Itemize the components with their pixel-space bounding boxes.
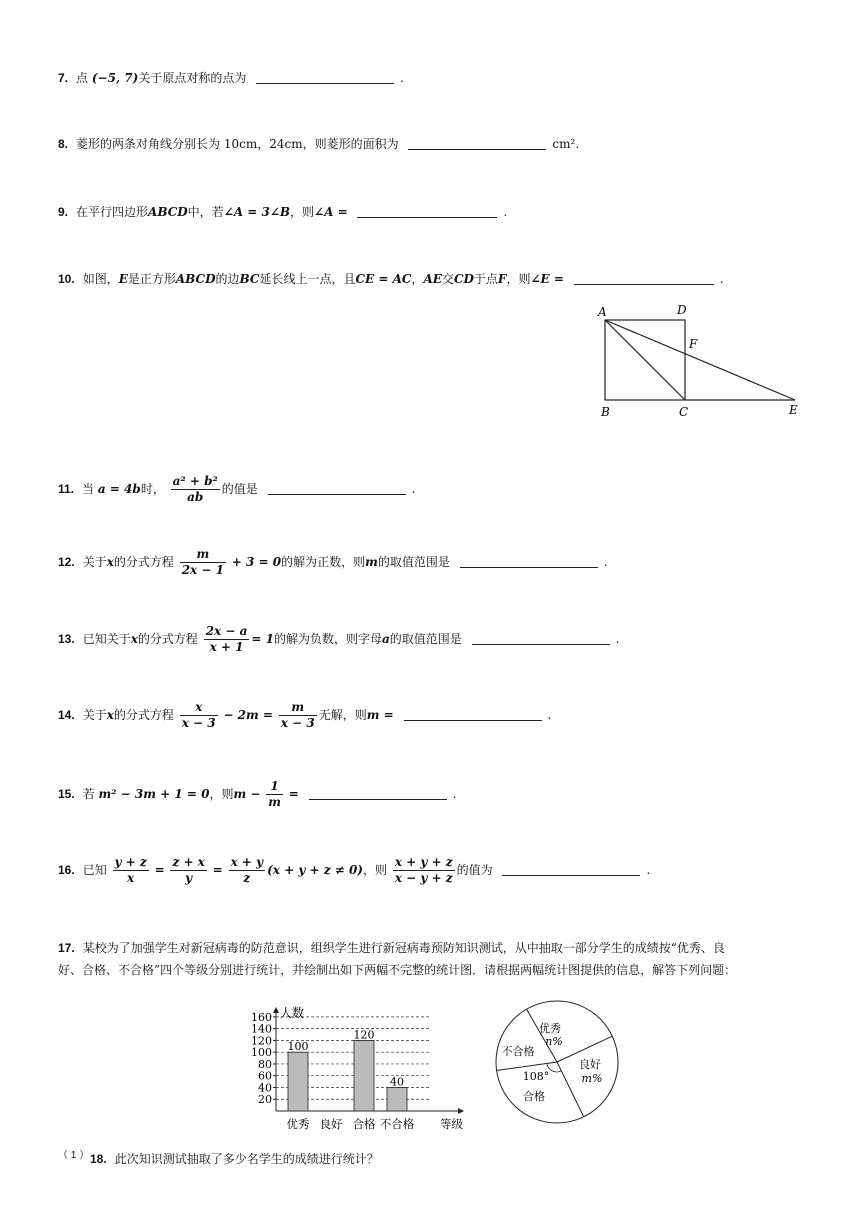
- question-number: 7.: [58, 71, 69, 85]
- numerator: m: [279, 700, 317, 716]
- math-expression: m: [365, 555, 378, 569]
- question-text: 交: [441, 272, 454, 286]
- fraction: [204, 624, 250, 655]
- math-expression: AE: [423, 272, 442, 286]
- y-tick-label: 100: [251, 1046, 272, 1060]
- math-expression: ∠A =: [314, 205, 348, 219]
- math-expression: x: [130, 632, 138, 646]
- math-expression: (−5, 7): [91, 71, 139, 85]
- question-text: 菱形的两条对角线分别长为 10cm，24cm，则菱形的面积为: [76, 137, 399, 151]
- pie-chart: [488, 1000, 628, 1125]
- question-18: [90, 1151, 379, 1167]
- math-expression: a: [382, 632, 390, 646]
- question-number: 8.: [58, 137, 69, 151]
- numerator: 1: [266, 779, 283, 795]
- question-text: 关于: [82, 555, 107, 569]
- x-tick-label: 良好: [319, 1117, 343, 1131]
- question-text: ，则: [363, 863, 388, 877]
- question-text: 某校为了加强学生对新冠病毒的防范意识，组织学生进行新冠病毒预防知识测试，从中抽取一部分学生的成绩按“优秀、良: [82, 941, 725, 955]
- denominator: y: [185, 871, 193, 885]
- bar: [288, 1052, 308, 1111]
- question-text: 已知: [82, 863, 107, 877]
- math-expression: F: [497, 272, 507, 286]
- answer-blank[interactable]: [408, 137, 546, 150]
- math-expression: =: [288, 787, 299, 801]
- math-expression: x: [106, 555, 114, 569]
- question-number: 10.: [58, 272, 75, 286]
- answer-blank[interactable]: [404, 708, 542, 721]
- pie-slice-label: 合格: [523, 1090, 545, 1103]
- math-expression: E: [118, 272, 128, 286]
- fraction: [170, 855, 206, 886]
- pie-slice-label: 良好: [579, 1058, 601, 1071]
- math-expression: m² − 3m + 1 = 0: [98, 787, 210, 801]
- x-axis-label: 等级: [440, 1117, 463, 1131]
- period: .: [452, 787, 457, 801]
- math-expression: m =: [366, 708, 394, 722]
- fraction: [180, 547, 226, 578]
- question-number: 15.: [58, 787, 75, 801]
- bar: [387, 1087, 407, 1111]
- line-ae: [605, 320, 795, 400]
- numerator: m: [180, 547, 226, 563]
- math-expression: ABCD: [148, 205, 188, 219]
- denominator: x − 3: [181, 716, 216, 730]
- question-10: [58, 271, 724, 287]
- question-7: [58, 70, 404, 86]
- question-11: [58, 474, 415, 505]
- math-expression: = 1: [251, 632, 274, 646]
- math-expression: − 2m =: [223, 708, 273, 722]
- answer-blank[interactable]: [357, 205, 497, 218]
- question-14: [58, 700, 551, 731]
- question-17-line1: [58, 937, 818, 959]
- question-17-line2: 好、合格、不合格”四个等级分别进行统计，并绘制出如下两幅不完整的统计图．请根据两幅统计图提供的信息，解答下列问题：: [58, 963, 737, 977]
- numerator: a² + b²: [172, 474, 218, 488]
- question-number: 13.: [58, 632, 75, 646]
- y-axis-label: 人数: [280, 1006, 305, 1020]
- question-number: 11.: [58, 482, 75, 496]
- x-tick-label: 优秀: [286, 1117, 310, 1131]
- bar-chart: [240, 1005, 475, 1137]
- question-number: 17.: [58, 941, 75, 955]
- square-figure: [590, 300, 810, 425]
- math-expression: BC: [239, 272, 260, 286]
- numerator: x: [180, 700, 218, 716]
- question-text: 若: [82, 787, 95, 801]
- pie-slice-label: 优秀: [539, 1022, 561, 1035]
- answer-blank[interactable]: [256, 71, 394, 84]
- denominator: 2x − 1: [181, 563, 224, 577]
- pie-slice-value: n%: [545, 1035, 563, 1048]
- label-f: F: [689, 337, 698, 351]
- label-a: A: [598, 305, 607, 319]
- question-text: 当: [82, 482, 95, 496]
- period: .: [603, 555, 608, 569]
- answer-blank[interactable]: [574, 272, 714, 285]
- data-label: 100: [287, 1040, 309, 1054]
- question-text: ，则: [209, 787, 234, 801]
- data-label: 120: [353, 1028, 375, 1042]
- sub-question-label: （ 1 ）: [58, 1150, 90, 1161]
- denominator: m: [268, 795, 281, 809]
- answer-blank[interactable]: [472, 632, 610, 645]
- fraction: [279, 700, 317, 731]
- question-text: 的取值范围是: [377, 555, 450, 569]
- question-15: [58, 779, 457, 810]
- question-text: 点: [76, 71, 89, 85]
- fraction: [229, 855, 266, 886]
- fraction: [180, 700, 218, 731]
- question-number: 14.: [58, 708, 75, 722]
- question-text: 是正方形: [127, 272, 176, 286]
- answer-blank[interactable]: [460, 555, 598, 568]
- pie-slice-label: 不合格: [501, 1045, 535, 1058]
- numerator: 2x − a: [205, 624, 248, 638]
- question-text: 无解，则: [318, 708, 367, 722]
- question-text: ，: [411, 272, 424, 286]
- bar: [354, 1040, 374, 1111]
- data-label: 40: [390, 1075, 404, 1089]
- question-9: [58, 204, 507, 220]
- question-text: 此次知识测试抽取了多少名学生的成绩进行统计？: [114, 1152, 379, 1166]
- pie-slice-value: m%: [581, 1072, 603, 1085]
- answer-blank[interactable]: [268, 482, 406, 495]
- question-number: 9.: [58, 205, 69, 219]
- x-tick-label: 不合格: [379, 1117, 415, 1131]
- question-text: 于点: [473, 272, 498, 286]
- label-c: C: [679, 405, 689, 419]
- period: .: [646, 863, 651, 877]
- question-13: [58, 624, 619, 655]
- question-text: 的取值范围是: [389, 632, 462, 646]
- question-text: 如图，: [82, 272, 119, 286]
- x-axis-arrow: [458, 1108, 464, 1114]
- equals-sign: =: [154, 863, 165, 877]
- math-expression: m −: [233, 787, 261, 801]
- question-text: 的分式方程: [113, 708, 174, 722]
- y-tick-label: 140: [251, 1022, 272, 1036]
- denominator: x − y + z: [394, 871, 453, 885]
- math-expression: a = 4b: [97, 482, 141, 496]
- question-12: [58, 547, 608, 578]
- period: .: [547, 708, 552, 722]
- question-text: 的分式方程: [137, 632, 198, 646]
- denominator: x − 3: [280, 716, 315, 730]
- denominator: x + 1: [209, 640, 244, 654]
- question-text: 时，: [140, 482, 165, 496]
- numerator: x + y + z: [394, 855, 453, 869]
- math-expression: ∠A = 3∠B: [223, 205, 291, 219]
- numerator: x + y: [230, 855, 264, 869]
- math-expression: ∠E =: [530, 272, 564, 286]
- math-expression: (x + y + z ≠ 0): [267, 863, 363, 877]
- denominator: x: [127, 871, 135, 885]
- equals-sign: =: [212, 863, 223, 877]
- answer-blank[interactable]: [309, 787, 447, 800]
- question-text: 关于原点对称的点为: [138, 71, 247, 85]
- diagonal-ac: [605, 320, 685, 400]
- fraction: [113, 855, 149, 886]
- question-text: 的值是: [221, 482, 258, 496]
- math-expression: CE = AC: [355, 272, 412, 286]
- question-16: [58, 855, 650, 886]
- period: .: [400, 71, 404, 85]
- question-number: 18.: [90, 1152, 107, 1166]
- fraction: [171, 474, 220, 505]
- numerator: z + x: [172, 855, 205, 869]
- question-text: 的边: [215, 272, 240, 286]
- y-tick-label: 80: [258, 1057, 272, 1071]
- y-tick-label: 120: [251, 1034, 272, 1048]
- x-tick-label: 合格: [352, 1117, 376, 1131]
- question-text: 的解为正数，则: [281, 555, 366, 569]
- unit: cm².: [552, 137, 580, 151]
- math-expression: x: [106, 708, 114, 722]
- period: .: [503, 205, 508, 219]
- question-text: 已知关于: [82, 632, 131, 646]
- period: .: [615, 632, 620, 646]
- angle-label: 108°: [522, 1070, 550, 1083]
- numerator: y + z: [114, 855, 147, 869]
- question-text: 延长线上一点，且: [259, 272, 356, 286]
- fraction: [266, 779, 283, 810]
- question-text: ，则: [290, 205, 315, 219]
- y-tick-label: 40: [258, 1081, 272, 1095]
- label-d: D: [677, 303, 687, 317]
- question-text: 的分式方程: [113, 555, 174, 569]
- period: .: [411, 482, 416, 496]
- denominator: z: [243, 871, 251, 885]
- question-text: 关于: [82, 708, 107, 722]
- y-tick-label: 20: [258, 1093, 272, 1107]
- answer-blank[interactable]: [502, 863, 640, 876]
- question-text: 的解为负数，则字母: [274, 632, 383, 646]
- question-text: 中，若: [187, 205, 224, 219]
- y-tick-label: 60: [258, 1069, 272, 1083]
- denominator: ab: [187, 490, 204, 504]
- question-text: ，则: [506, 272, 531, 286]
- label-e: E: [789, 403, 798, 417]
- y-axis-arrow: [273, 1007, 279, 1013]
- question-number: 16.: [58, 863, 75, 877]
- math-expression: ABCD: [175, 272, 216, 286]
- question-text: 在平行四边形: [76, 205, 149, 219]
- question-number: 12.: [58, 555, 75, 569]
- math-expression: + 3 = 0: [231, 555, 282, 569]
- period: .: [719, 272, 724, 286]
- y-tick-label: 160: [251, 1010, 272, 1024]
- question-text: 的值为: [456, 863, 493, 877]
- label-b: B: [601, 405, 610, 419]
- fraction: [393, 855, 455, 886]
- question-17: [58, 937, 818, 981]
- question-8: [58, 136, 579, 152]
- math-expression: CD: [453, 272, 474, 286]
